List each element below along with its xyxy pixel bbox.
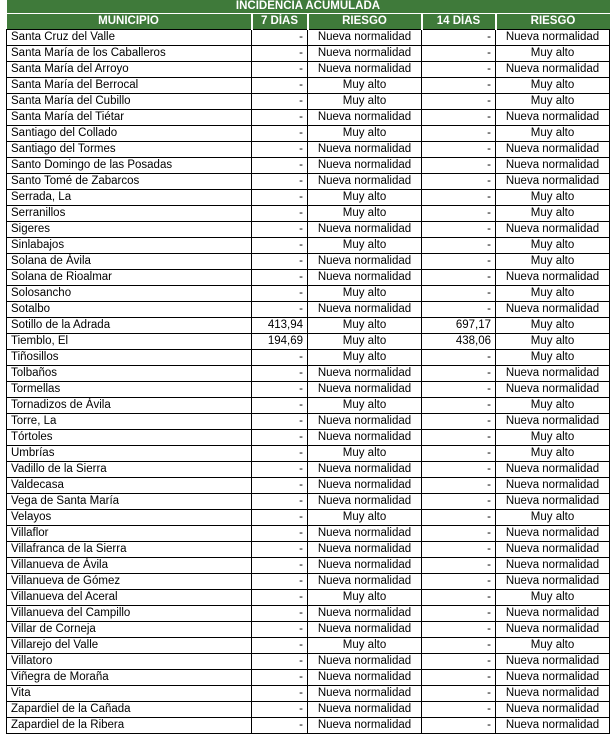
risk-7-days-cell: Nueva normalidad	[308, 254, 422, 270]
incidence-14-days-cell: -	[422, 206, 496, 222]
risk-14-days-cell: Muy alto	[496, 46, 610, 62]
incidence-14-days-cell: -	[422, 94, 496, 110]
risk-14-days-cell: Nueva normalidad	[496, 462, 610, 478]
risk-7-days-cell: Nueva normalidad	[308, 622, 422, 638]
header-riesgo-14: RIESGO	[496, 14, 610, 30]
incidence-7-days-cell: -	[252, 526, 308, 542]
incidence-14-days-cell: -	[422, 558, 496, 574]
incidence-7-days-cell: -	[252, 110, 308, 126]
risk-14-days-cell: Muy alto	[496, 590, 610, 606]
risk-7-days-cell: Nueva normalidad	[308, 302, 422, 318]
incidence-14-days-cell: -	[422, 78, 496, 94]
table-row	[7, 526, 610, 542]
incidence-7-days-cell: -	[252, 398, 308, 414]
risk-14-days-cell: Nueva normalidad	[496, 302, 610, 318]
incidence-14-days-cell: -	[422, 46, 496, 62]
risk-7-days-cell: Nueva normalidad	[308, 686, 422, 702]
incidence-14-days-cell: -	[422, 670, 496, 686]
risk-14-days-cell: Nueva normalidad	[496, 62, 610, 78]
risk-7-days-cell: Nueva normalidad	[308, 62, 422, 78]
municipio-cell: Santa Cruz del Valle	[7, 30, 252, 46]
incidence-14-days-cell: -	[422, 638, 496, 654]
risk-14-days-cell: Nueva normalidad	[496, 606, 610, 622]
risk-7-days-cell: Nueva normalidad	[308, 142, 422, 158]
municipio-cell: Santiago del Tormes	[7, 142, 252, 158]
table-row	[7, 78, 610, 94]
municipio-cell: Solosancho	[7, 286, 252, 302]
incidence-14-days-cell: -	[422, 174, 496, 190]
risk-14-days-cell: Nueva normalidad	[496, 654, 610, 670]
risk-7-days-cell: Nueva normalidad	[308, 270, 422, 286]
municipio-cell: Santo Domingo de las Posadas	[7, 158, 252, 174]
incidence-7-days-cell: -	[252, 478, 308, 494]
municipio-cell: Umbrías	[7, 446, 252, 462]
risk-14-days-cell: Nueva normalidad	[496, 494, 610, 510]
table-row	[7, 366, 610, 382]
incidence-7-days-cell: -	[252, 430, 308, 446]
incidence-7-days-cell: -	[252, 446, 308, 462]
municipio-cell: Torre, La	[7, 414, 252, 430]
risk-7-days-cell: Muy alto	[308, 318, 422, 334]
risk-7-days-cell: Muy alto	[308, 206, 422, 222]
risk-7-days-cell: Muy alto	[308, 286, 422, 302]
incidence-7-days-cell: -	[252, 606, 308, 622]
incidence-7-days-cell: -	[252, 542, 308, 558]
municipio-cell: Santa María del Cubillo	[7, 94, 252, 110]
municipio-cell: Solana de Rioalmar	[7, 270, 252, 286]
incidence-7-days-cell: -	[252, 206, 308, 222]
municipio-cell: Villarejo del Valle	[7, 638, 252, 654]
municipio-cell: Tórtoles	[7, 430, 252, 446]
incidence-14-days-cell: -	[422, 302, 496, 318]
table-row	[7, 286, 610, 302]
table-row	[7, 510, 610, 526]
table-row	[7, 158, 610, 174]
risk-14-days-cell: Nueva normalidad	[496, 622, 610, 638]
table-row	[7, 718, 610, 734]
incidence-7-days-cell: -	[252, 286, 308, 302]
header-row	[7, 14, 610, 30]
table-row	[7, 574, 610, 590]
municipio-cell: Santa María del Tiétar	[7, 110, 252, 126]
incidence-7-days-cell: -	[252, 414, 308, 430]
table-row	[7, 494, 610, 510]
incidence-14-days-cell: -	[422, 350, 496, 366]
risk-7-days-cell: Nueva normalidad	[308, 702, 422, 718]
risk-7-days-cell: Nueva normalidad	[308, 382, 422, 398]
table-row	[7, 686, 610, 702]
incidence-7-days-cell: -	[252, 254, 308, 270]
risk-7-days-cell: Muy alto	[308, 94, 422, 110]
incidence-14-days-cell: -	[422, 398, 496, 414]
municipio-cell: Serrada, La	[7, 190, 252, 206]
incidence-14-days-cell: -	[422, 238, 496, 254]
municipio-cell: Santa María del Berrocal	[7, 78, 252, 94]
incidence-7-days-cell: -	[252, 222, 308, 238]
municipio-cell: Villaflor	[7, 526, 252, 542]
risk-7-days-cell: Muy alto	[308, 638, 422, 654]
incidence-14-days-cell: -	[422, 142, 496, 158]
incidence-14-days-cell: -	[422, 110, 496, 126]
risk-7-days-cell: Nueva normalidad	[308, 462, 422, 478]
risk-14-days-cell: Nueva normalidad	[496, 382, 610, 398]
incidence-14-days-cell: -	[422, 30, 496, 46]
incidence-7-days-cell: 413,94	[252, 318, 308, 334]
incidence-14-days-cell: -	[422, 510, 496, 526]
incidence-7-days-cell: -	[252, 142, 308, 158]
table-row	[7, 190, 610, 206]
municipio-cell: Villar de Corneja	[7, 622, 252, 638]
risk-7-days-cell: Nueva normalidad	[308, 30, 422, 46]
risk-14-days-cell: Muy alto	[496, 206, 610, 222]
risk-7-days-cell: Nueva normalidad	[308, 558, 422, 574]
risk-7-days-cell: Muy alto	[308, 334, 422, 350]
incidence-14-days-cell: -	[422, 718, 496, 734]
risk-7-days-cell: Muy alto	[308, 190, 422, 206]
table-row	[7, 126, 610, 142]
risk-7-days-cell: Nueva normalidad	[308, 414, 422, 430]
risk-7-days-cell: Muy alto	[308, 510, 422, 526]
municipio-cell: Villafranca de la Sierra	[7, 542, 252, 558]
municipio-cell: Santo Tomé de Zabarcos	[7, 174, 252, 190]
risk-14-days-cell: Muy alto	[496, 286, 610, 302]
table-row	[7, 350, 610, 366]
incidence-7-days-cell: -	[252, 302, 308, 318]
risk-7-days-cell: Muy alto	[308, 78, 422, 94]
table-row	[7, 270, 610, 286]
table-row	[7, 46, 610, 62]
incidence-14-days-cell: -	[422, 366, 496, 382]
risk-7-days-cell: Nueva normalidad	[308, 174, 422, 190]
incidence-14-days-cell: 438,06	[422, 334, 496, 350]
risk-14-days-cell: Muy alto	[496, 254, 610, 270]
incidence-14-days-cell: -	[422, 702, 496, 718]
risk-14-days-cell: Muy alto	[496, 510, 610, 526]
risk-14-days-cell: Muy alto	[496, 334, 610, 350]
table-row	[7, 622, 610, 638]
municipio-cell: Zapardiel de la Ribera	[7, 718, 252, 734]
municipio-cell: Tiemblo, El	[7, 334, 252, 350]
risk-14-days-cell: Nueva normalidad	[496, 158, 610, 174]
incidence-14-days-cell: -	[422, 606, 496, 622]
table-row	[7, 30, 610, 46]
municipio-cell: Viñegra de Moraña	[7, 670, 252, 686]
municipio-cell: Vadillo de la Sierra	[7, 462, 252, 478]
table-row	[7, 110, 610, 126]
incidence-7-days-cell: -	[252, 270, 308, 286]
municipio-cell: Sigeres	[7, 222, 252, 238]
municipio-cell: Serranillos	[7, 206, 252, 222]
risk-7-days-cell: Muy alto	[308, 446, 422, 462]
municipio-cell: Villatoro	[7, 654, 252, 670]
incidence-14-days-cell: -	[422, 446, 496, 462]
municipio-cell: Tolbaños	[7, 366, 252, 382]
risk-14-days-cell: Nueva normalidad	[496, 414, 610, 430]
incidence-14-days-cell: -	[422, 382, 496, 398]
incidence-7-days-cell: -	[252, 622, 308, 638]
municipio-cell: Vita	[7, 686, 252, 702]
risk-14-days-cell: Nueva normalidad	[496, 30, 610, 46]
header-7-dias: 7 DÍAS	[252, 14, 308, 30]
table-row	[7, 94, 610, 110]
incidence-14-days-cell: 697,17	[422, 318, 496, 334]
municipio-cell: Sinlabajos	[7, 238, 252, 254]
risk-14-days-cell: Muy alto	[496, 398, 610, 414]
incidence-7-days-cell: -	[252, 78, 308, 94]
incidence-14-days-cell: -	[422, 494, 496, 510]
table-row	[7, 654, 610, 670]
risk-14-days-cell: Nueva normalidad	[496, 670, 610, 686]
risk-14-days-cell: Nueva normalidad	[496, 702, 610, 718]
risk-7-days-cell: Nueva normalidad	[308, 654, 422, 670]
risk-7-days-cell: Nueva normalidad	[308, 366, 422, 382]
risk-14-days-cell: Nueva normalidad	[496, 270, 610, 286]
municipio-cell: Zapardiel de la Cañada	[7, 702, 252, 718]
municipio-cell: Villanueva de Ávila	[7, 558, 252, 574]
risk-7-days-cell: Nueva normalidad	[308, 718, 422, 734]
incidence-14-days-cell: -	[422, 286, 496, 302]
municipio-cell: Villanueva del Aceral	[7, 590, 252, 606]
risk-7-days-cell: Nueva normalidad	[308, 222, 422, 238]
risk-14-days-cell: Muy alto	[496, 238, 610, 254]
table-row	[7, 302, 610, 318]
incidence-7-days-cell: -	[252, 494, 308, 510]
incidence-7-days-cell: -	[252, 718, 308, 734]
risk-7-days-cell: Nueva normalidad	[308, 670, 422, 686]
risk-14-days-cell: Nueva normalidad	[496, 174, 610, 190]
municipio-cell: Sotillo de la Adrada	[7, 318, 252, 334]
risk-14-days-cell: Nueva normalidad	[496, 686, 610, 702]
incidence-7-days-cell: -	[252, 462, 308, 478]
table-row	[7, 558, 610, 574]
incidence-14-days-cell: -	[422, 478, 496, 494]
table-row	[7, 606, 610, 622]
municipio-cell: Velayos	[7, 510, 252, 526]
incidence-14-days-cell: -	[422, 270, 496, 286]
risk-7-days-cell: Nueva normalidad	[308, 110, 422, 126]
table-body	[7, 30, 610, 734]
municipio-cell: Santa María de los Caballeros	[7, 46, 252, 62]
risk-14-days-cell: Muy alto	[496, 126, 610, 142]
risk-14-days-cell: Muy alto	[496, 430, 610, 446]
incidence-7-days-cell: -	[252, 382, 308, 398]
risk-7-days-cell: Nueva normalidad	[308, 430, 422, 446]
municipio-cell: Solana de Ávila	[7, 254, 252, 270]
incidence-14-days-cell: -	[422, 222, 496, 238]
incidence-7-days-cell: -	[252, 638, 308, 654]
table-row	[7, 590, 610, 606]
municipio-cell: Santiago del Collado	[7, 126, 252, 142]
incidence-7-days-cell: -	[252, 654, 308, 670]
incidence-7-days-cell: -	[252, 126, 308, 142]
municipio-cell: Valdecasa	[7, 478, 252, 494]
incidence-7-days-cell: -	[252, 174, 308, 190]
table-row	[7, 702, 610, 718]
incidence-7-days-cell: -	[252, 686, 308, 702]
risk-14-days-cell: Nueva normalidad	[496, 574, 610, 590]
title-row	[7, 0, 610, 14]
table-row	[7, 254, 610, 270]
risk-14-days-cell: Nueva normalidad	[496, 366, 610, 382]
table-row	[7, 638, 610, 654]
risk-7-days-cell: Nueva normalidad	[308, 526, 422, 542]
table-row	[7, 62, 610, 78]
incidence-7-days-cell: -	[252, 94, 308, 110]
risk-14-days-cell: Nueva normalidad	[496, 142, 610, 158]
municipio-cell: Santa María del Arroyo	[7, 62, 252, 78]
table-row	[7, 446, 610, 462]
table-row	[7, 670, 610, 686]
municipio-cell: Tormellas	[7, 382, 252, 398]
incidence-7-days-cell: -	[252, 366, 308, 382]
risk-14-days-cell: Muy alto	[496, 446, 610, 462]
table-title: INCIDENCIA ACUMULADA	[7, 0, 610, 14]
table-row	[7, 142, 610, 158]
table-row	[7, 174, 610, 190]
incidence-14-days-cell: -	[422, 62, 496, 78]
table-row	[7, 462, 610, 478]
incidence-7-days-cell: -	[252, 46, 308, 62]
municipio-cell: Villanueva de Gómez	[7, 574, 252, 590]
incidence-14-days-cell: -	[422, 414, 496, 430]
table-row	[7, 222, 610, 238]
table-row	[7, 206, 610, 222]
incidence-14-days-cell: -	[422, 158, 496, 174]
table-row	[7, 382, 610, 398]
incidence-7-days-cell: -	[252, 158, 308, 174]
risk-14-days-cell: Nueva normalidad	[496, 542, 610, 558]
incidence-7-days-cell: -	[252, 30, 308, 46]
incidence-14-days-cell: -	[422, 462, 496, 478]
risk-7-days-cell: Muy alto	[308, 350, 422, 366]
municipio-cell: Tornadizos de Ávila	[7, 398, 252, 414]
table-row	[7, 238, 610, 254]
risk-7-days-cell: Muy alto	[308, 398, 422, 414]
risk-7-days-cell: Nueva normalidad	[308, 494, 422, 510]
risk-14-days-cell: Muy alto	[496, 94, 610, 110]
incidence-14-days-cell: -	[422, 574, 496, 590]
risk-14-days-cell: Nueva normalidad	[496, 526, 610, 542]
incidence-14-days-cell: -	[422, 126, 496, 142]
incidence-7-days-cell: -	[252, 558, 308, 574]
incidence-14-days-cell: -	[422, 430, 496, 446]
risk-14-days-cell: Nueva normalidad	[496, 558, 610, 574]
risk-7-days-cell: Nueva normalidad	[308, 46, 422, 62]
risk-7-days-cell: Nueva normalidad	[308, 158, 422, 174]
table-row	[7, 542, 610, 558]
risk-7-days-cell: Muy alto	[308, 126, 422, 142]
municipio-cell: Villanueva del Campillo	[7, 606, 252, 622]
table-row	[7, 398, 610, 414]
incidence-14-days-cell: -	[422, 526, 496, 542]
incidence-7-days-cell: -	[252, 190, 308, 206]
table-row	[7, 478, 610, 494]
risk-14-days-cell: Nueva normalidad	[496, 718, 610, 734]
header-riesgo-7: RIESGO	[308, 14, 422, 30]
risk-7-days-cell: Nueva normalidad	[308, 574, 422, 590]
incidence-14-days-cell: -	[422, 654, 496, 670]
risk-14-days-cell: Muy alto	[496, 78, 610, 94]
risk-14-days-cell: Nueva normalidad	[496, 478, 610, 494]
incidence-7-days-cell: -	[252, 590, 308, 606]
risk-14-days-cell: Nueva normalidad	[496, 110, 610, 126]
incidence-14-days-cell: -	[422, 254, 496, 270]
municipio-cell: Vega de Santa María	[7, 494, 252, 510]
incidence-7-days-cell: -	[252, 350, 308, 366]
incidence-7-days-cell: 194,69	[252, 334, 308, 350]
risk-7-days-cell: Nueva normalidad	[308, 542, 422, 558]
incidence-7-days-cell: -	[252, 702, 308, 718]
incidence-14-days-cell: -	[422, 190, 496, 206]
incidence-7-days-cell: -	[252, 238, 308, 254]
risk-14-days-cell: Muy alto	[496, 190, 610, 206]
incidence-14-days-cell: -	[422, 590, 496, 606]
header-municipio: MUNICIPIO	[7, 14, 252, 30]
risk-7-days-cell: Muy alto	[308, 590, 422, 606]
risk-14-days-cell: Muy alto	[496, 350, 610, 366]
incidence-table	[6, 0, 610, 734]
header-14-dias: 14 DÍAS	[422, 14, 496, 30]
risk-7-days-cell: Nueva normalidad	[308, 478, 422, 494]
incidence-7-days-cell: -	[252, 574, 308, 590]
incidence-14-days-cell: -	[422, 622, 496, 638]
incidence-14-days-cell: -	[422, 686, 496, 702]
table-row	[7, 334, 610, 350]
municipio-cell: Sotalbo	[7, 302, 252, 318]
table-row	[7, 318, 610, 334]
risk-7-days-cell: Muy alto	[308, 238, 422, 254]
incidence-14-days-cell: -	[422, 542, 496, 558]
incidence-7-days-cell: -	[252, 510, 308, 526]
table-row	[7, 414, 610, 430]
risk-14-days-cell: Muy alto	[496, 638, 610, 654]
risk-14-days-cell: Muy alto	[496, 318, 610, 334]
risk-7-days-cell: Nueva normalidad	[308, 606, 422, 622]
risk-14-days-cell: Nueva normalidad	[496, 222, 610, 238]
table-row	[7, 430, 610, 446]
municipio-cell: Tiñosillos	[7, 350, 252, 366]
incidence-7-days-cell: -	[252, 62, 308, 78]
incidence-7-days-cell: -	[252, 670, 308, 686]
